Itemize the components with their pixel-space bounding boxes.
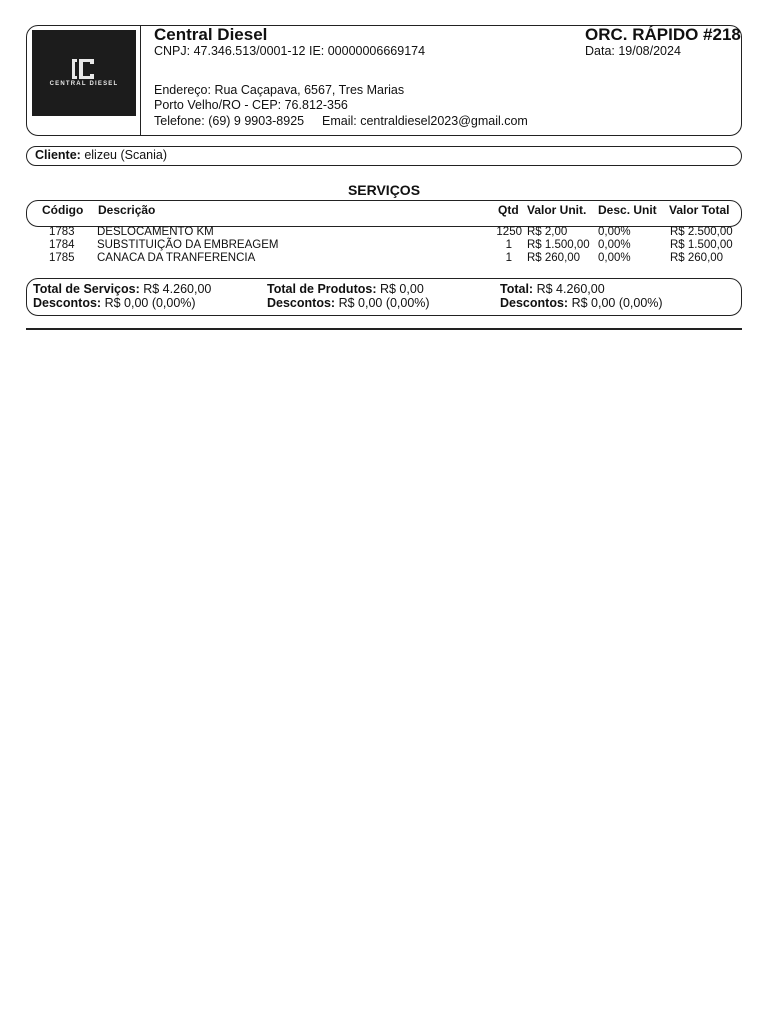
row-description: SUBSTITUIÇÃO DA EMBREAGEM <box>97 239 279 251</box>
row-description: CANACA DA TRANFERENCIA <box>97 252 256 264</box>
section-title: SERVIÇOS <box>347 182 421 198</box>
grand-total-value: R$ 4.260,00 <box>536 282 605 296</box>
company-phone: Telefone: (69) 9 9903-8925 <box>154 114 305 128</box>
company-logo <box>32 30 136 116</box>
row-unit-price: R$ 1.500,00 <box>527 239 590 251</box>
company-city: Porto Velho/RO - CEP: 76.812-356 <box>154 98 348 112</box>
row-unit-discount: 0,00% <box>598 226 631 238</box>
header-total: Valor Total <box>669 203 730 217</box>
total-services-value: R$ 4.260,00 <box>143 282 212 296</box>
row-unit-price: R$ 2,00 <box>527 226 568 238</box>
document-date: Data: 19/08/2024 <box>585 44 681 58</box>
company-cnpj: CNPJ: 47.346.513/0001-12 IE: 00000006669174 <box>154 44 426 58</box>
total-services <box>33 282 211 296</box>
total-discount-value: R$ 0,00 (0,00%) <box>571 296 663 310</box>
logo-divider <box>140 25 141 136</box>
row-total: R$ 1.500,00 <box>670 239 733 251</box>
products-discount <box>267 296 430 310</box>
row-code: 1783 <box>49 226 75 238</box>
header-code: Código <box>42 203 84 217</box>
total-products <box>267 282 424 296</box>
client-label: Cliente: <box>35 148 81 162</box>
row-total: R$ 2.500,00 <box>670 226 733 238</box>
row-code: 1784 <box>49 239 75 251</box>
client-value: elizeu (Scania) <box>84 148 168 162</box>
row-qty: 1250 <box>496 226 522 238</box>
total-discount <box>500 296 663 310</box>
row-qty: 1 <box>505 239 512 251</box>
total-products-label: Total de Produtos: <box>267 282 377 296</box>
grand-total-label: Total: <box>500 282 534 296</box>
total-products-value: R$ 0,00 <box>379 282 424 296</box>
logo-mark-icon <box>68 57 98 81</box>
client-line <box>35 148 167 162</box>
logo-text: CENTRAL DIESEL <box>49 81 119 87</box>
header-qty: Qtd <box>498 203 519 217</box>
company-name: Central Diesel <box>154 25 268 44</box>
services-discount-label: Descontos: <box>33 296 102 310</box>
document-title: ORC. RÁPIDO #218 <box>585 25 741 44</box>
header-description: Descrição <box>98 203 156 217</box>
total-discount-label: Descontos: <box>500 296 569 310</box>
products-discount-label: Descontos: <box>267 296 336 310</box>
products-discount-value: R$ 0,00 (0,00%) <box>338 296 430 310</box>
row-unit-discount: 0,00% <box>598 239 631 251</box>
row-description: DESLOCAMENTO KM <box>97 226 214 238</box>
total-services-label: Total de Serviços: <box>33 282 140 296</box>
footer-rule <box>26 328 742 330</box>
company-email: Email: centraldiesel2023@gmail.com <box>322 114 528 128</box>
grand-total <box>500 282 605 296</box>
company-address: Endereço: Rua Caçapava, 6567, Tres Marias <box>154 83 405 97</box>
header-unit-discount: Desc. Unit <box>598 203 657 217</box>
row-unit-price: R$ 260,00 <box>527 252 581 264</box>
row-total: R$ 260,00 <box>670 252 724 264</box>
services-discount <box>33 296 196 310</box>
row-qty: 1 <box>505 252 512 264</box>
row-unit-discount: 0,00% <box>598 252 631 264</box>
row-code: 1785 <box>49 252 75 264</box>
header-unit-price: Valor Unit. <box>527 203 587 217</box>
services-discount-value: R$ 0,00 (0,00%) <box>104 296 196 310</box>
